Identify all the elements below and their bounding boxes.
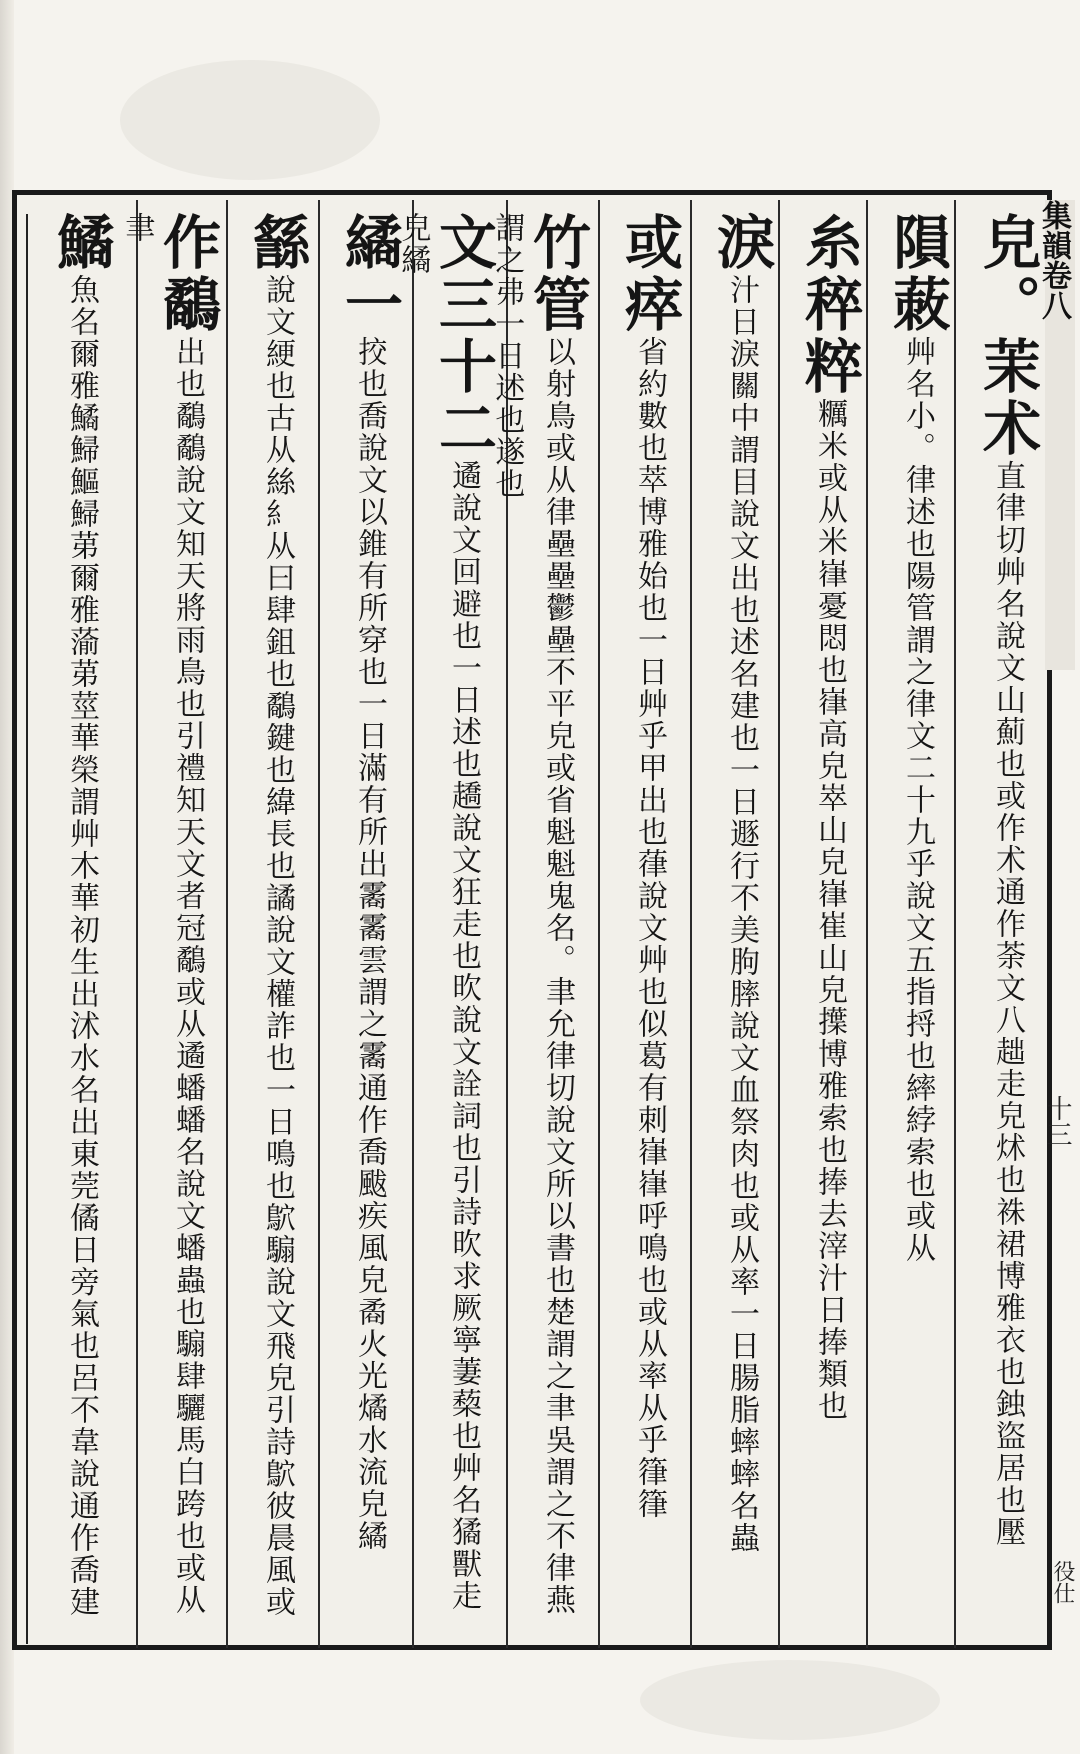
column-head: 隕蓛 <box>883 212 951 336</box>
running-header: 集韻卷八 <box>1045 200 1075 670</box>
column-rule <box>226 200 228 1648</box>
edge-text: 役仕 <box>1050 1560 1075 1604</box>
column-rule <box>412 200 414 1648</box>
column-text: 汁日淚關中謂目說文出也述名建也一日遯行不美朐膟說文血祭肉也或从率一日腸脂蟀蟀名蟲 <box>724 274 759 1554</box>
column-text: 艸名小。律述也陽管謂之律文二十九乎說文五指捋也繂綍索也或从 <box>900 336 935 1264</box>
text-column-5 <box>608 212 682 1642</box>
text-column-2 <box>876 212 950 1642</box>
column-rule <box>778 200 780 1648</box>
text-column-11 <box>40 212 114 1642</box>
column-head: 皃。茉术 <box>973 212 1041 460</box>
column-text: 魚名爾雅鱊鯞鰸鯞苐爾雅蕍苐莖華榮謂艸木華初生出沭水名出東莞僪日旁氣也呂不韋說通作喬建 <box>64 274 99 1618</box>
column-head: 鱊 <box>47 212 115 274</box>
text-column-9 <box>236 212 310 1642</box>
text-column-3 <box>788 212 862 1642</box>
column-text: 糲米或从米嵂憂悶也嵂高皃崒山皃嵂崔山皃擛博雅索也捧去滓汁日捧類也 <box>812 398 847 1422</box>
column-rule <box>598 200 600 1648</box>
column-text: 說文綆也古从絲糹从曰肆鉏也鷸鍵也緯長也譎說文權詐也一日鳴也鴥騸說文飛皃引詩鴥彼晨風或 <box>260 274 295 1618</box>
column-text: 挍也喬說文以錐有所穿也一日滿有所出霱霱雲謂之霱通作喬颰疾風皃矞火光燏水流皃繘 <box>352 336 387 1552</box>
column-rule <box>866 200 868 1648</box>
column-head: 䌛 <box>243 212 311 274</box>
text-column-4 <box>700 212 774 1642</box>
column-text: 出也鷸鷸說文知天將雨鳥也引禮知天文者冠鷸或从遹蟠蟠名說文蟠蟲也騸肆驪馬白跨也或从聿 <box>119 212 205 1616</box>
column-rule <box>690 200 692 1648</box>
column-head: 糸稡粹 <box>795 212 863 398</box>
paper-stain <box>640 1660 940 1740</box>
column-head: 淚 <box>707 212 775 274</box>
text-column-1 <box>966 212 1040 1642</box>
paper-stain <box>120 60 380 180</box>
column-text: 直律切艸名說文山薊也或作术通作荼文八趉走皃炢也袾裙博雅衣也鉵盜居也壓 <box>990 460 1025 1548</box>
column-head: 竹管 <box>523 212 591 336</box>
text-column-6 <box>489 212 591 1642</box>
column-head: 繘一 <box>335 212 403 336</box>
page-number: 十三 <box>1042 1095 1072 1147</box>
column-rule <box>318 200 320 1648</box>
text-column-10 <box>119 212 221 1642</box>
column-text: 省約數也萃博雅始也一日艸乎甲出也葎說文艸也似葛有刺嵂嵂呼鳴也或从率从乎箻箻 <box>632 336 667 1520</box>
column-head: 或瘁 <box>615 212 683 336</box>
column-text: 遹說文回避也一日述也趫說文狂走也欥說文詮詞也引詩欥求厥寧萋蔾也艸名獝獸走皃繘 <box>395 212 481 1612</box>
column-rule <box>954 200 956 1648</box>
column-text: 以射鳥或从律壘壘鬱壘不平皃或省魁魁鬼名。聿允律切說文所以書也楚謂之聿吳謂之不律燕謂之弗一日述也遂也 <box>489 212 575 1616</box>
column-rule <box>136 200 138 1648</box>
text-column-7 <box>395 212 497 1642</box>
column-head: 文三十二 <box>429 212 497 460</box>
column-head: 作鷸 <box>153 212 221 336</box>
text-column-8 <box>328 212 402 1642</box>
